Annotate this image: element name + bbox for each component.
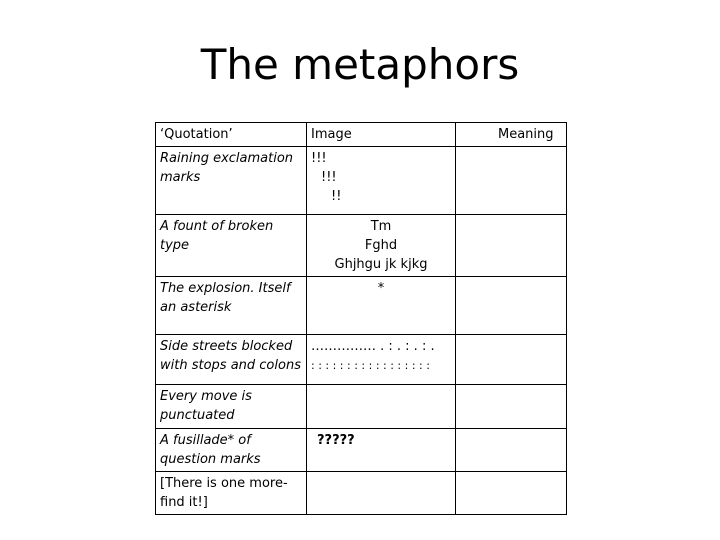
- meaning-cell: [456, 429, 567, 472]
- image-cell: [307, 147, 456, 215]
- quote-cell: Side streets blocked with stops and colons: [156, 335, 307, 385]
- table-row: [156, 215, 567, 277]
- image-cell: [307, 472, 456, 515]
- quote-cell: Raining exclamation marks: [156, 147, 307, 215]
- header-meaning: Meaning: [456, 123, 567, 147]
- quote-cell: [156, 429, 307, 472]
- meaning-cell: [456, 277, 567, 335]
- image-cell: [307, 385, 456, 429]
- table-header-row: [156, 123, 567, 147]
- image-line: …………… . : . : . : .: [311, 339, 435, 354]
- metaphors-table: [155, 122, 567, 515]
- meaning-cell: [456, 335, 567, 385]
- meaning-cell: [456, 147, 567, 215]
- image-cell: [307, 277, 456, 335]
- quote-cell: Every move is punctuated: [156, 385, 307, 429]
- image-line: !!: [331, 189, 342, 204]
- image-line: !!!: [321, 170, 337, 185]
- image-line: Ghjhgu jk kjkg: [334, 257, 428, 272]
- table-row: [156, 385, 567, 429]
- table-row: [156, 429, 567, 472]
- image-line: Fghd: [364, 238, 398, 253]
- table-row: [156, 277, 567, 335]
- image-cell: [307, 429, 456, 472]
- table-row: [156, 335, 567, 385]
- page-title: The metaphors: [200, 40, 520, 89]
- asterisk-image: *: [377, 281, 385, 296]
- footnote-row: [156, 472, 567, 515]
- image-cell: [307, 335, 456, 385]
- meaning-cell: [456, 385, 567, 429]
- table-row: [156, 147, 567, 215]
- meaning-cell: [456, 215, 567, 277]
- image-line: !!!: [311, 151, 327, 166]
- quote-text: A fusillade* of question marks: [160, 433, 261, 467]
- image-line: : : : : : : : : : : : : : : : : :: [311, 359, 430, 372]
- footnote: [There is one more- find it!]: [156, 472, 307, 515]
- image-line: Tm: [370, 219, 392, 234]
- meaning-cell: [456, 472, 567, 515]
- image-cell: [307, 215, 456, 277]
- question-marks-image: ?????: [317, 433, 355, 448]
- header-quotation: ‘Quotation’: [156, 123, 307, 147]
- quote-cell: A fount of broken type: [156, 215, 307, 277]
- quote-cell: The explosion. Itself an asterisk: [156, 277, 307, 335]
- header-image: Image: [307, 123, 456, 147]
